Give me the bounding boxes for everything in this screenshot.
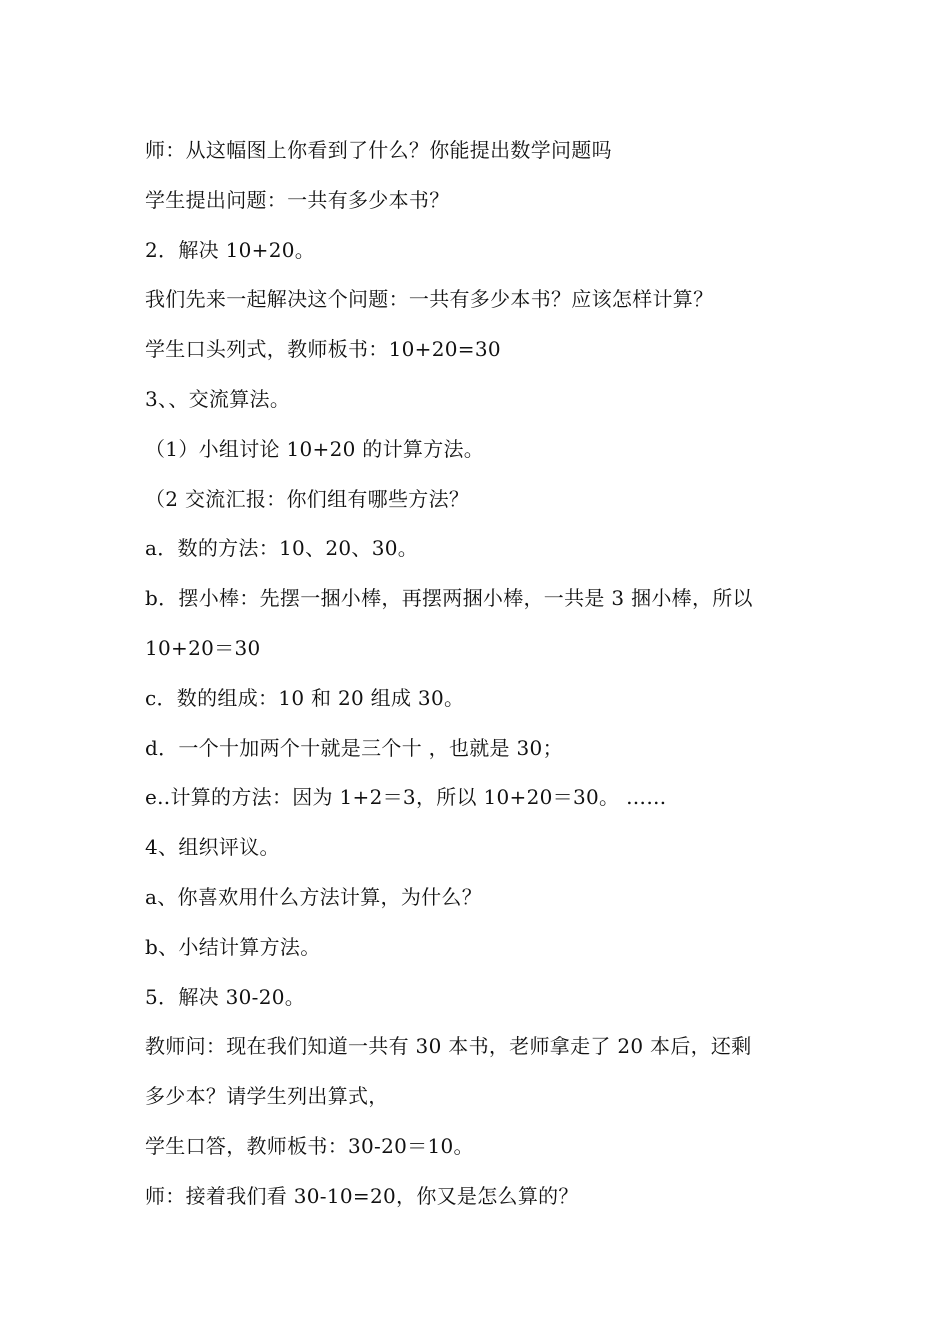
text-line: d．一个十加两个十就是三个十 ，也就是 30； [145,735,563,760]
text-line: 多少本？请学生列出算式， [145,1084,389,1109]
text-line: b、小结计算方法。 [145,934,321,959]
text-line: e..计算的方法：因为 1+2＝3，所以 10+20＝30。 …… [145,785,667,810]
text-line: 5．解决 30-20。 [145,984,306,1009]
text-line: a、你喜欢用什么方法计算，为什么？ [145,884,483,909]
text-line: 师：从这幅图上你看到了什么？你能提出数学问题吗 [145,138,612,162]
text-line: 2．解决 10+20。 [145,237,316,262]
text-line: 教师问：现在我们知道一共有 30 本书，老师拿走了 20 本后，还剩 [145,1034,752,1059]
text-line: a．数的方法：10、20、30。 [145,536,419,561]
text-line: 学生口答，教师板书：30-20＝10。 [145,1133,474,1158]
text-line: 师：接着我们看 30-10=20，你又是怎么算的？ [145,1183,579,1208]
text-line: （1）小组讨论 10+20 的计算方法。 [145,436,485,461]
text-line: （2 交流汇报：你们组有哪些方法？ [145,486,470,511]
text-line: 学生口头列式，教师板书：10+20=30 [145,337,501,362]
text-line: 学生提出问题：一共有多少本书？ [145,187,450,212]
text-line: 我们先来一起解决这个问题：一共有多少本书？应该怎样计算？ [145,287,714,312]
document-body [145,126,825,1222]
text-line: 10+20＝30 [145,635,261,660]
text-line: c．数的组成：10 和 20 组成 30。 [145,685,465,710]
text-line: b．摆小棒：先摆一捆小棒，再摆两捆小棒，一共是 3 捆小棒，所以 [145,586,753,611]
text-line: 4、组织评议。 [145,835,280,860]
text-line: 3、、交流算法。 [145,386,291,411]
